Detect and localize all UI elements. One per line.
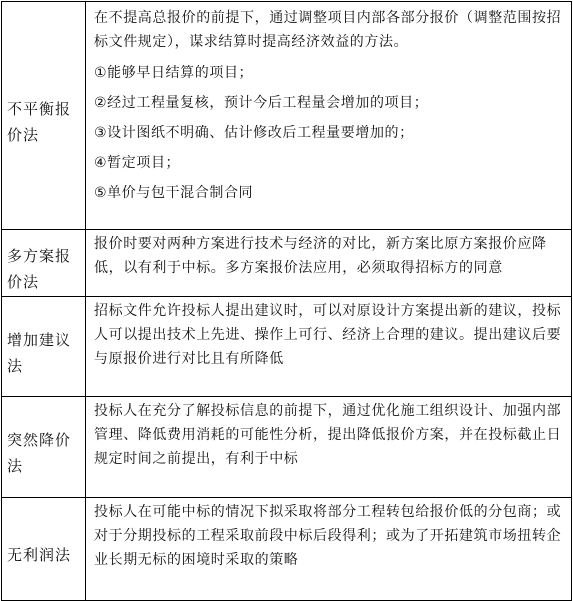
row-intro: 在不提高总报价的前提下，通过调整项目内部各部分报价（调整范围按招标文件规定），谋求结算时提高经济效益的方法。 (94, 10, 562, 50)
table-row (2, 2, 572, 230)
table-row (2, 230, 572, 297)
list-item: ④暂定项目； (94, 155, 181, 171)
row-term: 突然降价法 (2, 397, 86, 498)
row-description: 招标文件允许投标人提出建议时，可以对原设计方案提出新的建议，投标人可以提出技术上先进、操作上可行、经济上合理的建议。提出建议后要与原报价进行对比且有所降低 (86, 297, 572, 397)
row-description (86, 2, 572, 230)
row-description: 报价时要对两种方案进行技术与经济的对比，新方案比原方案报价应降低，以有利于中标。多方案报价法应用，必须取得招标方的同意 (86, 230, 572, 297)
row-description: 投标人在可能中标的情况下拟采取将部分工程转包给报价低的分包商；或对于分期投标的工程采取前段中标后段得利；或为了开拓建筑市场扭转企业长期无标的困境时采取的策略 (86, 498, 572, 601)
table-row (2, 297, 572, 397)
list-item: ①能够早日结算的项目； (94, 65, 254, 81)
row-term: 多方案报价法 (2, 230, 86, 297)
row-term: 不平衡报价法 (2, 2, 86, 230)
table-row (2, 397, 572, 498)
row-description: 投标人在充分了解投标信息的前提下，通过优化施工组织设计、加强内部管理、降低费用消耗的可能性分析，提出降低报价方案，并在投标截止日规定时间之前提出，有利于中标 (86, 397, 572, 498)
row-term: 无利润法 (2, 498, 86, 601)
list-item: ②经过工程量复核，预计今后工程量会增加的项目； (94, 95, 429, 111)
table-row (2, 498, 572, 601)
list-item: ③设计图纸不明确、估计修改后工程量要增加的； (94, 125, 414, 141)
list-item: ⑤单价与包干混合制合同 (94, 185, 254, 201)
bidding-strategy-table (1, 1, 572, 601)
row-term: 增加建议法 (2, 297, 86, 397)
